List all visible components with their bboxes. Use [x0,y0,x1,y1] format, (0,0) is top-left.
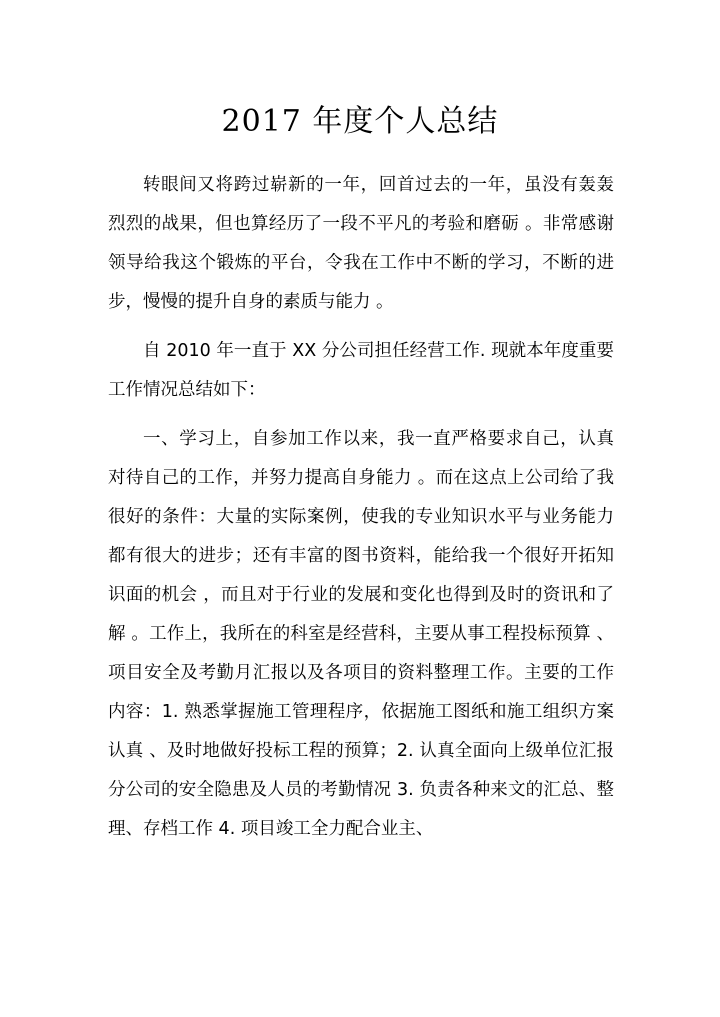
document-body [108,166,614,849]
paragraph-overview: 自 2010 年一直于 XX 分公司担任经营工作. 现就本年度重要工作情况总结如下： [108,341,614,400]
document-title: 2017 年度个人总结 [221,104,499,139]
paragraph-intro: 转眼间又将跨过崭新的一年，回首过去的一年，虽没有轰轰烈烈的战果，但也算经历了一段不平凡的考验和磨砺 。非常感谢领导给我这个锻炼的平台，令我在工作中不断的学习，不断的进步，慢慢的提升自身的素质与能力 。 [108,175,614,312]
paragraph-study-work: 一、学习上，自参加工作以来，我一直严格要求自己，认真对待自己的工作，并努力提高自身能力 。而在这点上公司给了我很好的条件：大量的实际案例，使我的专业知识水平与业务能力都有很大的进步；还有丰富的图书资料，能给我一个很好开拓知识面的机会 ，而且对于行业的发展和变化也得到及时的资讯和了解 。工作上，我所在的科室是经营科，主要从事工程投标预算 、项目安全及考勤月汇报以及各项目的资料整理工作。主要的工作内容：1. 熟悉掌握施工管理程序，依据施工图纸和施工组织方案认真 、及时地做好投标工程的预算；2. 认真全面向上级单位汇报分公司的安全隐患及人员的考勤情况 3. 负责各种来文的汇总、整理、存档工作 4. 项目竣工全力配合业主、 [108,429,614,839]
